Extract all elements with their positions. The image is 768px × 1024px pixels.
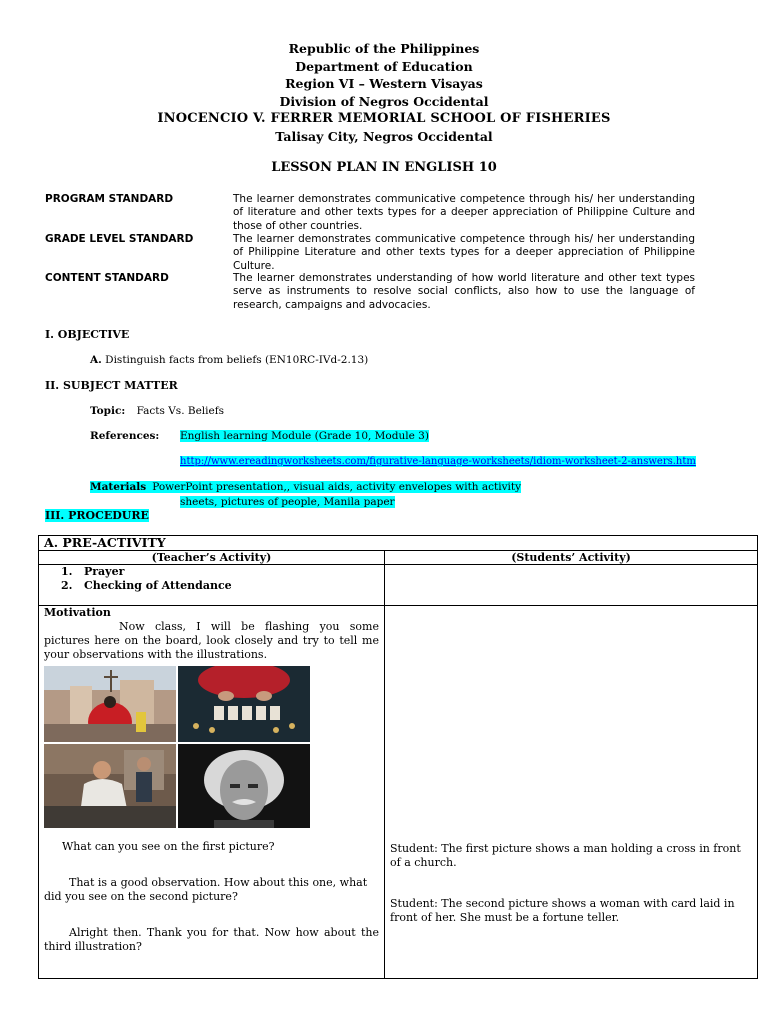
header-department: Department of Education <box>295 58 473 74</box>
objective-item-letter: A. <box>90 354 102 366</box>
student-answer-second: Student: The second picture shows a woman with card laid in front of her. She must be a fortune teller. <box>390 897 735 924</box>
question-first-picture: What can you see on the first picture? <box>62 840 275 853</box>
objective-heading: I. OBJECTIVE <box>45 328 130 341</box>
references-label: References: <box>90 430 160 442</box>
student-activity-header: (Students’ Activity) <box>385 551 758 565</box>
program-standard-label: PROGRAM STANDARD <box>45 193 174 205</box>
motivation-text: Now class, I will be flashing you some pictures here on the board, look closely and try to tell me your observations with the illustrations. <box>44 620 379 661</box>
topic-label: Topic: <box>90 405 126 417</box>
content-standard <box>45 272 695 312</box>
objective-item <box>90 354 368 366</box>
materials-line1: PowerPoint presentation,, visual aids, activity envelopes with activity <box>152 481 522 493</box>
grade-level-standard <box>45 233 695 273</box>
content-standard-label: CONTENT STANDARD <box>45 272 169 284</box>
document-header <box>0 40 768 145</box>
reference-link[interactable]: http://www.ereadingworksheets.com/figurative-language-worksheets/idiom-worksheet-2-answers.htm <box>180 456 696 467</box>
question-second-picture: That is a good observation. How about this one, what did you see on the second picture? <box>44 876 368 903</box>
motivation-cell <box>39 606 385 979</box>
scientist-at-desk-photo <box>44 744 176 828</box>
teacher-activity-header: (Teacher’s Activity) <box>39 551 385 565</box>
subject-matter-heading: II. SUBJECT MATTER <box>45 379 178 392</box>
topic-value: Facts Vs. Beliefs <box>136 405 225 417</box>
student-empty-cell <box>385 565 758 606</box>
church-procession-photo <box>44 666 176 742</box>
student-responses-cell <box>385 606 758 979</box>
grade-level-standard-label: GRADE LEVEL STANDARD <box>45 233 194 245</box>
header-republic: Republic of the Philippines <box>288 41 480 56</box>
content-standard-text: The learner demonstrates understanding of how world literature and other text types serve as instruments to resolve social conflicts, also how to use the language of research, campaigns and advocacies. <box>233 272 695 311</box>
program-standard-text: The learner demonstrates communicative competence through his/ her understanding of literature and other texts types for a deeper appreciation of Philippine Culture and those of other countries. <box>233 193 695 232</box>
motivation-heading: Motivation <box>44 606 111 619</box>
opening-list <box>39 565 385 606</box>
program-standard <box>45 193 695 233</box>
materials-label: Materials <box>90 481 147 493</box>
objective-item-text: Distinguish facts from beliefs (EN10RC-IVd-2.13) <box>105 354 369 366</box>
reference-module: English learning Module (Grade 10, Module 3) <box>180 430 429 442</box>
topic-row <box>90 405 224 417</box>
header-school: INOCENCIO V. FERRER MEMORIAL SCHOOL OF FISHERIES <box>157 111 611 126</box>
question-third-picture: Alright then. Thank you for that. Now how about the third illustration? <box>44 926 379 953</box>
header-region: Region VI – Western Visayas <box>285 76 483 91</box>
activity-table <box>38 535 758 979</box>
list-item: 2. Checking of Attendance <box>61 579 232 592</box>
lesson-plan-title: LESSON PLAN IN ENGLISH 10 <box>271 160 497 175</box>
student-answer-first: Student: The first picture shows a man holding a cross in front of a church. <box>390 842 741 869</box>
header-division: Division of Negros Occidental <box>279 93 489 109</box>
fortune-teller-cards-photo <box>178 666 310 742</box>
materials-row <box>90 481 521 493</box>
einstein-portrait-photo <box>178 744 310 828</box>
materials-line2-row <box>180 496 395 508</box>
header-city: Talisay City, Negros Occidental <box>275 128 493 144</box>
grade-level-standard-text: The learner demonstrates communicative competence through his/ her understanding of Philippine Literature and other texts types for a deeper appreciation of Philippine Culture. <box>233 233 695 272</box>
picture-grid <box>44 666 379 828</box>
procedure-heading: III. PROCEDURE <box>45 509 149 522</box>
pre-activity-heading: A. PRE-ACTIVITY <box>39 536 758 551</box>
list-item: 1. Prayer <box>61 565 125 578</box>
materials-line2: sheets, pictures of people, Manila paper <box>180 496 395 508</box>
